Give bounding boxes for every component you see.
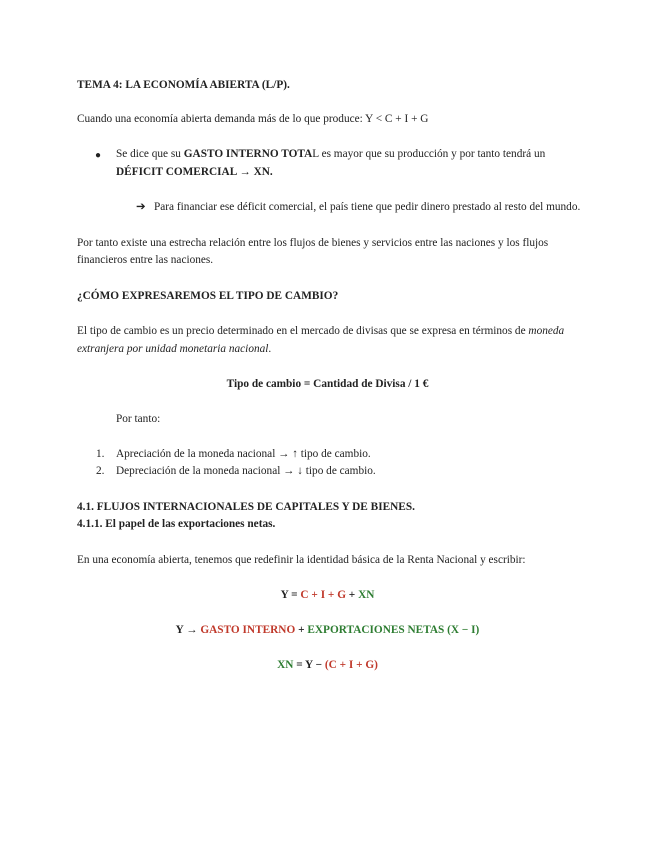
eq2-lhs: Y →: [175, 624, 201, 636]
list-item-1: Apreciación de la moneda nacional → ↑ tipo de cambio.: [116, 448, 371, 460]
exchange-end: .: [268, 343, 272, 355]
intro-paragraph: Cuando una economía abierta demanda más de lo que produce: Y < C + I + G: [77, 113, 429, 125]
eq1-equals: =: [288, 589, 301, 601]
bullet-prefix: Se dice que su: [116, 148, 184, 160]
eq1-plus2: +: [325, 589, 338, 601]
list-number-1: 1.: [96, 448, 105, 460]
eq3-middle: = Y −: [293, 659, 325, 671]
equation-national-income: [0, 587, 655, 604]
page-title: TEMA 4: LA ECONOMÍA ABIERTA (L/P).: [77, 79, 290, 91]
exchange-text: El tipo de cambio es un precio determinado en el mercado de divisas que se expresa en términos de: [77, 325, 529, 337]
eq1-plus3: +: [345, 589, 359, 601]
eq1-c: C: [300, 589, 309, 601]
exchange-rate-heading: ¿CÓMO EXPRESAREMOS EL TIPO DE CAMBIO?: [77, 290, 339, 302]
relation-line1: Por tanto existe una estrecha relación entre los flujos de bienes y servicios entre las naciones y los flujos: [77, 237, 549, 249]
exchange-line1: [77, 323, 595, 340]
eq1-plus1: +: [308, 589, 321, 601]
section-heading: 4.1. FLUJOS INTERNACIONALES DE CAPITALES Y DE BIENES.: [77, 501, 415, 513]
eq1-xn: XN: [358, 589, 375, 601]
eq1-g: G: [337, 589, 346, 601]
open-economy-paragraph: En una economía abierta, tenemos que redefinir la identidad básica de la Renta Nacional y escribir:: [77, 554, 526, 566]
por-tanto: Por tanto:: [116, 413, 161, 425]
relation-line2: financieros entre las naciones.: [77, 254, 214, 266]
bullet-marker: ●: [95, 150, 102, 161]
arrow-bullet-icon: ➔: [136, 201, 146, 213]
exchange-formula: Tipo de cambio = Cantidad de Divisa / 1 €: [226, 378, 429, 390]
eq3-parenthesis: (C + I + G): [324, 659, 378, 671]
bullet-text-line2: DÉFICIT COMERCIAL → XN.: [116, 166, 273, 178]
eq1-i: I: [320, 589, 326, 601]
eq2-exportaciones-netas: EXPORTACIONES NETAS (X − I): [307, 624, 480, 636]
eq1-y: Y: [280, 589, 289, 601]
eq2-plus: +: [295, 624, 308, 636]
exchange-line2: [77, 341, 595, 358]
subbullet-text: Para financiar ese déficit comercial, el país tiene que pedir dinero prestado al resto del mundo.: [154, 201, 581, 213]
exchange-italic-2: extranjera por unidad monetaria nacional: [77, 343, 269, 355]
eq3-xn: XN: [277, 659, 294, 671]
bullet-text-line1: [116, 146, 595, 163]
bullet-rest: L es mayor que su producción y por tanto tendrá un: [312, 148, 546, 160]
equation-net-exports: [0, 657, 655, 674]
exchange-italic-1: moneda: [528, 325, 565, 337]
list-number-2: 2.: [96, 465, 105, 477]
eq2-gasto-interno: GASTO INTERNO: [200, 624, 296, 636]
subsection-heading: 4.1.1. El papel de las exportaciones netas.: [77, 518, 276, 530]
list-item-2: Depreciación de la moneda nacional → ↓ tipo de cambio.: [116, 465, 376, 477]
bullet-bold-gasto: GASTO INTERNO TOTA: [183, 148, 313, 160]
equation-gasto-exportaciones: [0, 622, 655, 639]
